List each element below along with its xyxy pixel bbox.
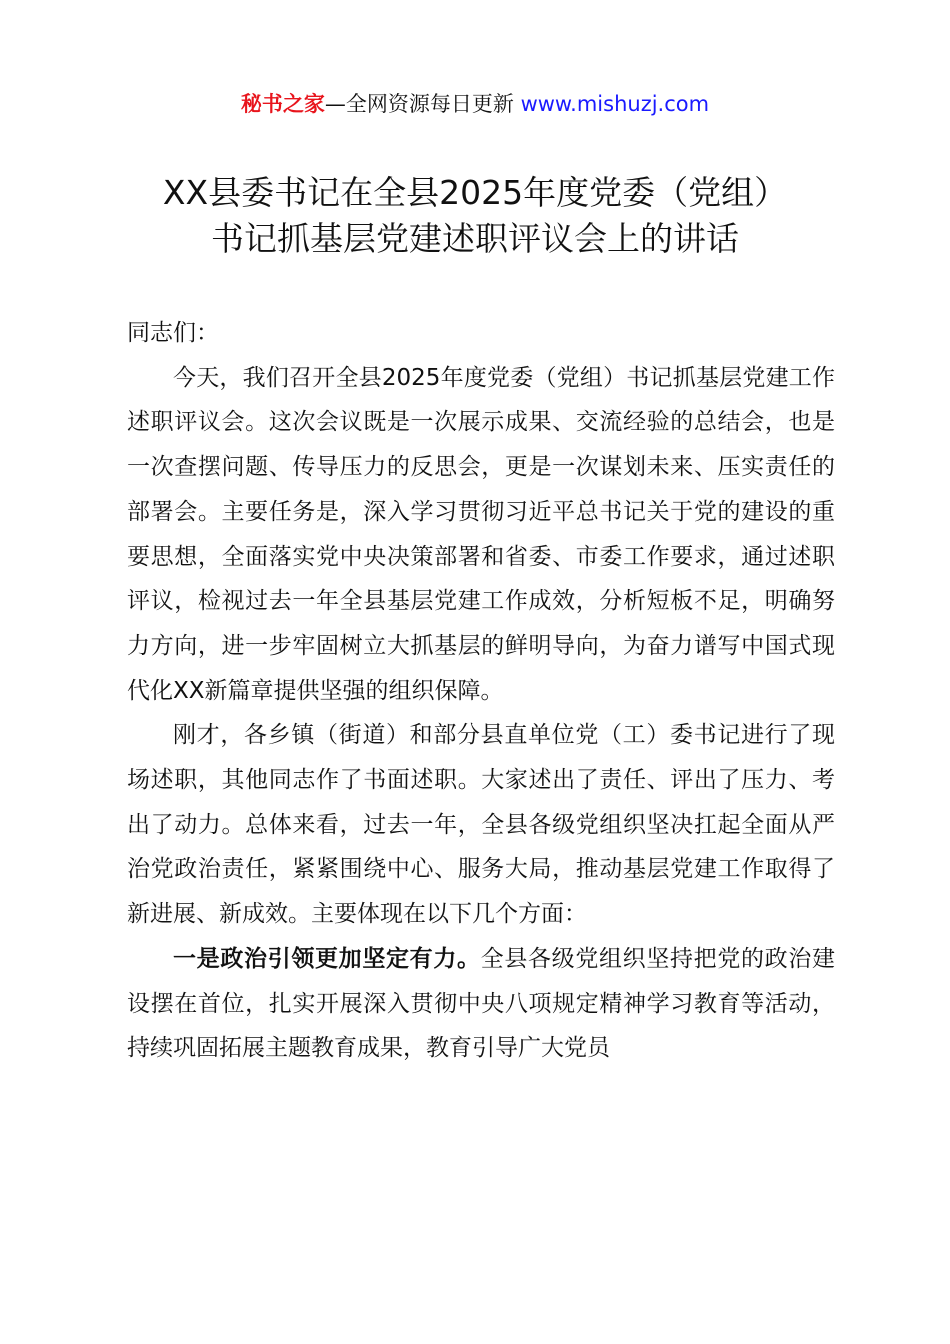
site-header bbox=[0, 88, 950, 120]
paragraph-3-text: 全县各级党组织坚持把党的政治建设摆在首位，扎实开展深入贯彻中央八项规定精神学习教育等活动，持续巩固拓展主题教育成果，教育引导广大党员 bbox=[127, 945, 836, 1062]
paragraph-3 bbox=[127, 937, 835, 1071]
paragraph-1: 今天，我们召开全县2025年度党委（党组）书记抓基层党建工作述职评议会。这次会议既是一次展示成果、交流经验的总结会，也是一次查摆问题、传导压力的反思会，更是一次谋划未来、压实责任的部署会。主要任务是，深入学习贯彻习近平总书记关于党的建设的重要思想，全面落实党中央决策部署和省委、市委工作要求，通过述职评议，检视过去一年全县基层党建工作成效，分析短板不足，明确努力方向，进一步牢固树立大抓基层的鲜明导向，为奋力谱写中国式现代化XX新篇章提供坚强的组织保障。 bbox=[127, 364, 835, 704]
title-line-2: 书记抓基层党建述职评议会上的讲话 bbox=[211, 219, 739, 258]
paragraph-2: 刚才，各乡镇（街道）和部分县直单位党（工）委书记进行了现场述职，其他同志作了书面述职。大家述出了责任、评出了压力、考出了动力。总体来看，过去一年，全县各级党组织坚决扛起全面从严治党政治责任，紧紧围绕中心、服务大局，推动基层党建工作取得了新进展、新成效。主要体现在以下几个方面： bbox=[127, 722, 835, 928]
title-line-1: XX县委书记在全县2025年度党委（党组） bbox=[162, 173, 788, 212]
document-body bbox=[127, 311, 835, 1071]
brand-name: 秘书之家 bbox=[240, 92, 325, 116]
header-tagline: —全网资源每日更新 bbox=[324, 92, 514, 116]
paragraph-3-lead: 一是政治引领更加坚定有力。 bbox=[173, 945, 481, 972]
document-title bbox=[0, 170, 950, 262]
site-url-link[interactable]: www.mishuzj.com bbox=[520, 92, 710, 116]
salutation: 同志们： bbox=[127, 320, 219, 346]
